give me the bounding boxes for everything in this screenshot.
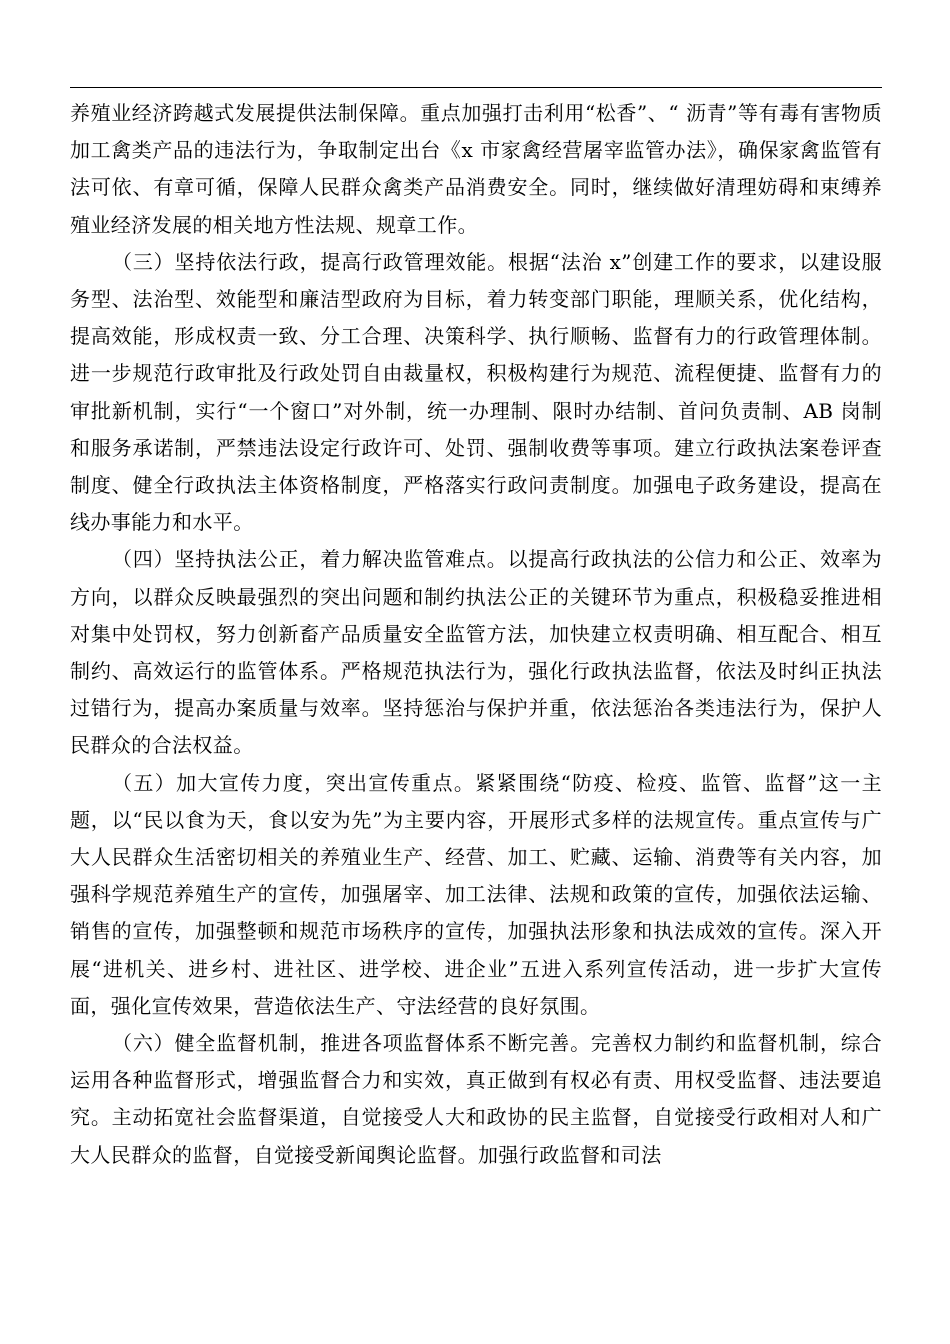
document-body [70, 95, 882, 1174]
paragraph-section-5: （五）加大宣传力度，突出宣传重点。紧紧围绕“防疫、检疫、监管、监督”这一主题，以“民以食为天，食以安为先”为主要内容，开展形式多样的法规宣传。重点宣传与广大人民群众生活密切相关的养殖业生产、经营、加工、贮藏、运输、消费等有关内容，加强科学规范养殖生产的宣传，加强屠宰、加工法律、法规和政策的宣传，加强依法运输、销售的宣传，加强整顿和规范市场秩序的宣传，加强执法形象和执法成效的宣传。深入开展“进机关、进乡村、进社区、进学校、进企业”五进入系列宣传活动，进一步扩大宣传面，强化宣传效果，营造依法生产、守法经营的良好氛围。 [70, 770, 882, 1018]
paragraph-section-3: （三）坚持依法行政，提高行政管理效能。根据“法治 x”创建工作的要求，以建设服务型、法治型、效能型和廉洁型政府为目标，着力转变部门职能，理顺关系，优化结构，提高效能，形成权责一致、分工合理、决策科学、执行顺畅、监督有力的行政管理体制。进一步规范行政审批及行政处罚自由裁量权，积极构建行为规范、流程便捷、监督有力的审批新机制，实行“一个窗口”对外制，统一办理制、限时办结制、首问负责制、AB 岗制和服务承诺制，严禁违法设定行政许可、处罚、强制收费等事项。建立行政执法案卷评查制度、健全行政执法主体资格制度，严格落实行政问责制度。加强电子政务建设，提高在线办事能力和水平。 [70, 249, 882, 535]
paragraph-section-6: （六）健全监督机制，推进各项监督体系不断完善。完善权力制约和监督机制，综合运用各种监督形式，增强监督合力和实效，真正做到有权必有责、用权受监督、违法要追究。主动拓宽社会监督渠道，自觉接受人大和政协的民主监督，自觉接受行政相对人和广大人民群众的监督，自觉接受新闻舆论监督。加强行政监督和司法 [70, 1031, 882, 1167]
header-rule [70, 87, 882, 88]
paragraph-section-4: （四）坚持执法公正，着力解决监管难点。以提高行政执法的公信力和公正、效率为方向，以群众反映最强烈的突出问题和制约执法公正的关键环节为重点，积极稳妥推进相对集中处罚权，努力创新畜产品质量安全监管方法，加快建立权责明确、相互配合、相互制约、高效运行的监管体系。严格规范执法行为，强化行政执法监督，依法及时纠正执法过错行为，提高办案质量与效率。坚持惩治与保护并重，依法惩治各类违法行为，保护人民群众的合法权益。 [70, 547, 882, 758]
paragraph-continuation: 养殖业经济跨越式发展提供法制保障。重点加强打击利用“松香”、“ 沥青”等有毒有害物质加工禽类产品的违法行为，争取制定出台《x 市家禽经营屠宰监管办法》，确保家禽监管有法可依、有章可循，保障人民群众禽类产品消费安全。同时，继续做好清理妨碍和束缚养殖业经济发展的相关地方性法规、规章工作。 [70, 101, 882, 237]
